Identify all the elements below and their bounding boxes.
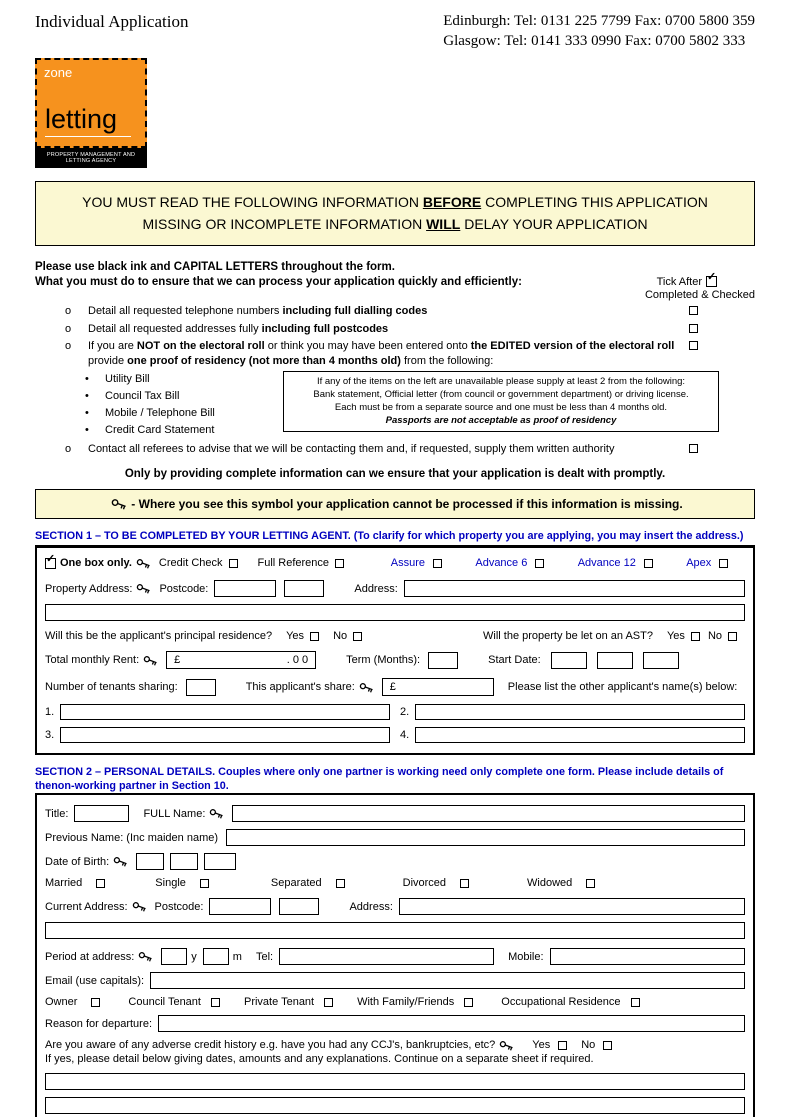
- checkbox-assure[interactable]: [433, 559, 442, 568]
- previous-name-input[interactable]: [226, 829, 745, 846]
- residence-option: [128, 996, 220, 1008]
- full-name-label: FULL Name:: [143, 807, 206, 820]
- checkbox-full-postcodes[interactable]: [689, 324, 698, 333]
- residence-option: [244, 996, 333, 1008]
- title-input[interactable]: [74, 805, 129, 822]
- months-label: m: [232, 950, 242, 963]
- proof-item: [85, 388, 283, 405]
- alternative-proof-infobox: [283, 371, 719, 432]
- married-label: Married: [45, 877, 83, 890]
- tick-after-checkbox[interactable]: [706, 271, 717, 287]
- bullet-dot: •: [85, 424, 89, 437]
- text-bold: one proof of residency (not more than 4 months old): [127, 355, 401, 368]
- checkbox-ast-no[interactable]: [728, 632, 737, 641]
- title-label: Title:: [45, 807, 69, 820]
- single-label: Single: [155, 877, 186, 890]
- page-header: [35, 12, 755, 51]
- period-at-address-label: Period at address:: [45, 950, 135, 963]
- checkbox-separated[interactable]: [336, 879, 345, 888]
- address-label: Address:: [354, 582, 398, 595]
- bullet-marker: o: [65, 304, 72, 317]
- warning-emphasis: WILL: [426, 216, 461, 233]
- warning-line-2: [42, 213, 748, 235]
- product-options: [344, 557, 745, 569]
- credit-history-question: Are you aware of any adverse credit history e.g. have you had any CCJ's, bankruptcies, etc?: [45, 1039, 496, 1052]
- marital-option: [271, 877, 345, 889]
- product-option: [391, 557, 442, 569]
- checkbox-private-tenant[interactable]: [324, 998, 333, 1007]
- dob-month-input[interactable]: [170, 853, 198, 870]
- key-icon: [498, 1038, 516, 1053]
- proof-item: [85, 405, 283, 422]
- email-input[interactable]: [150, 972, 745, 989]
- checkbox-divorced[interactable]: [460, 879, 469, 888]
- other-applicant-row: [45, 704, 390, 720]
- warning-text: COMPLETING THIS APPLICATION: [481, 194, 708, 210]
- row-number: 2.: [400, 706, 410, 719]
- text: If you are: [88, 340, 137, 353]
- checkbox-married[interactable]: [96, 879, 105, 888]
- proof-of-residency-row: [85, 371, 755, 439]
- marital-option: [155, 877, 209, 889]
- bullet-dot: •: [85, 407, 89, 420]
- check-icon: ✓: [46, 552, 56, 565]
- marital-option: [403, 877, 469, 889]
- dob-year-input[interactable]: [204, 853, 236, 870]
- warning-text: DELAY YOUR APPLICATION: [460, 216, 648, 233]
- previous-name-label: Previous Name: (Inc maiden name): [45, 831, 219, 844]
- logo-tagline: PROPERTY MANAGEMENT AND LETTING AGENCY: [35, 148, 147, 168]
- private-tenant-label: Private Tenant: [243, 996, 315, 1009]
- checkbox-family-friends[interactable]: [464, 998, 473, 1007]
- checkbox-principal-yes[interactable]: [310, 632, 319, 641]
- yes-label: Yes: [532, 1039, 551, 1052]
- checkbox-ast-yes[interactable]: [691, 632, 700, 641]
- section2-heading-line-1: SECTION 2 – PERSONAL DETAILS. Couples where only one partner is working need only complete one form. Please include details of: [35, 766, 724, 779]
- bullet-dot: •: [85, 373, 89, 386]
- tenants-sharing-input[interactable]: [186, 679, 216, 696]
- credit-detail-input-1[interactable]: [45, 1073, 745, 1090]
- key-icon: [137, 949, 155, 964]
- proof-document-list: [85, 371, 283, 439]
- postcode-label: Postcode:: [159, 582, 209, 595]
- logo-zone-text: zone: [44, 65, 73, 80]
- total-rent-label: Total monthly Rent:: [45, 654, 140, 667]
- if-yes-instruction: If yes, please detail below giving dates, amounts and any explanations. Continue on a separate sheet if required.: [45, 1053, 594, 1066]
- property-postcode-input-1[interactable]: [214, 580, 276, 597]
- proof-item-label: Mobile / Telephone Bill: [105, 407, 215, 420]
- years-label: y: [191, 950, 197, 963]
- product-option: [578, 557, 653, 569]
- other-applicant-4-input[interactable]: [415, 727, 745, 743]
- row-number: 4.: [400, 729, 410, 742]
- text: provide: [88, 355, 128, 368]
- contact-info: [443, 12, 755, 51]
- key-notice-text: - Where you see this symbol your application cannot be processed if this information is missing.: [131, 497, 683, 512]
- pound-sign: £: [389, 681, 396, 694]
- property-address-continuation-input[interactable]: [45, 604, 745, 621]
- proof-item: [85, 422, 283, 439]
- checkbox-credit-yes[interactable]: [558, 1041, 567, 1050]
- no-label: No: [333, 630, 348, 643]
- full-reference-label: Full Reference: [257, 557, 330, 570]
- product-option: [475, 557, 544, 569]
- separated-label: Separated: [270, 877, 322, 890]
- council-tenant-label: Council Tenant: [128, 996, 201, 1009]
- reason-departure-input[interactable]: [158, 1015, 745, 1032]
- address-label: Address:: [349, 900, 393, 913]
- row-number: 1.: [45, 706, 55, 719]
- page-title: Individual Application: [35, 12, 189, 31]
- logo-orange-box: [35, 58, 147, 148]
- applicants-share-label: This applicant's share:: [245, 681, 355, 694]
- credit-check-label: Credit Check: [158, 557, 223, 570]
- key-icon: [134, 555, 152, 570]
- instruction-item-4-text: Contact all referees to advise that we will be contacting them and, if requested, supply them written authority: [88, 443, 615, 456]
- warning-line-1: [42, 191, 748, 213]
- infobox-line-1: If any of the items on the left are unavailable please supply at least 2 from the following:: [316, 376, 686, 388]
- key-icon: [208, 806, 226, 821]
- checkbox-apex[interactable]: [719, 559, 728, 568]
- proof-item-label: Utility Bill: [105, 373, 150, 386]
- key-icon: [135, 581, 153, 596]
- instruction-intro-2: What you must do to ensure that we can process your application quickly and efficiently:: [35, 275, 522, 288]
- bullet-marker: o: [65, 322, 72, 335]
- pence-suffix: . 0 0: [286, 654, 309, 667]
- owner-label: Owner: [45, 996, 78, 1009]
- text: Detail all requested addresses fully: [88, 322, 262, 335]
- credit-detail-input-2[interactable]: [45, 1097, 745, 1114]
- checkbox-principal-no[interactable]: [353, 632, 362, 641]
- current-address-label: Current Address:: [45, 900, 128, 913]
- period-months-input[interactable]: [203, 948, 229, 965]
- property-address-input[interactable]: [404, 580, 745, 597]
- yes-label: Yes: [666, 630, 685, 643]
- start-date-label: Start Date:: [488, 654, 541, 667]
- tel-label: Tel:: [255, 950, 274, 963]
- check-icon: ✓: [707, 271, 717, 284]
- tick-after-label: Tick After: [656, 275, 702, 288]
- warning-emphasis: BEFORE: [422, 194, 482, 210]
- instruction-item-3: [35, 339, 755, 369]
- instruction-item-1: [35, 304, 755, 319]
- text-bold: NOT on the electoral roll: [136, 340, 265, 353]
- instruction-item-3-text: [88, 339, 689, 369]
- bullet-marker: o: [65, 443, 72, 456]
- other-applicant-row: [45, 727, 390, 743]
- product-assure-label: Assure: [390, 557, 425, 570]
- reason-departure-label: Reason for departure:: [45, 1017, 153, 1030]
- prompt-line: Only by providing complete information can we ensure that your application is dealt with promptly.: [124, 468, 666, 481]
- email-label: Email (use capitals):: [45, 974, 145, 987]
- instruction-item-4: [35, 442, 755, 457]
- other-applicant-3-input[interactable]: [60, 727, 390, 743]
- residence-option: [501, 996, 639, 1008]
- term-input[interactable]: [428, 652, 458, 669]
- company-logo: [35, 58, 147, 168]
- infobox-line-4: Passports are not acceptable as proof of residency: [385, 414, 617, 426]
- bullet-marker: o: [65, 340, 72, 353]
- checkbox-credit-check[interactable]: [229, 559, 238, 568]
- family-friends-label: With Family/Friends: [357, 996, 455, 1009]
- checkbox-owner[interactable]: [91, 998, 100, 1007]
- tick-after-group: [656, 271, 717, 288]
- other-applicants-label: Please list the other applicant's name(s) below:: [507, 681, 738, 694]
- section2-heading-line-2: thenon-working partner in Section 10.: [35, 780, 229, 793]
- row-number: 3.: [45, 729, 55, 742]
- residence-option: [45, 996, 100, 1008]
- current-postcode-input-1[interactable]: [209, 898, 271, 915]
- product-advance12-label: Advance 12: [577, 557, 636, 570]
- dob-day-input[interactable]: [136, 853, 164, 870]
- text: Detail all requested telephone numbers: [88, 304, 283, 317]
- contact-edinburgh: Edinburgh: Tel: 0131 225 7799 Fax: 0700 5800 359: [443, 13, 755, 29]
- start-date-month-input[interactable]: [597, 652, 633, 669]
- infobox-line-2: Bank statement, Official letter (from council or government department) or driving license.: [313, 388, 689, 400]
- proof-item-label: Council Tax Bill: [105, 390, 180, 403]
- current-postcode-input-2[interactable]: [279, 898, 319, 915]
- other-applicant-2-input[interactable]: [415, 704, 745, 720]
- instruction-item-2: [35, 322, 755, 337]
- no-label: No: [581, 1039, 596, 1052]
- widowed-label: Widowed: [527, 877, 573, 890]
- bullet-dot: •: [85, 390, 89, 403]
- key-icon: [357, 679, 375, 694]
- text: from the following:: [400, 355, 494, 368]
- start-date-year-input[interactable]: [643, 652, 679, 669]
- ast-question: Will the property be let on an AST?: [483, 630, 653, 643]
- period-years-input[interactable]: [161, 948, 187, 965]
- property-address-label: Property Address:: [45, 582, 133, 595]
- marital-option: [45, 877, 105, 889]
- text-bold: the EDITED version of the electoral roll: [470, 340, 675, 353]
- key-icon: [142, 652, 160, 667]
- warning-text: MISSING OR INCOMPLETE INFORMATION: [142, 216, 427, 233]
- proof-item: [85, 371, 283, 388]
- rent-input[interactable]: [166, 651, 316, 669]
- checkbox-credit-no[interactable]: [603, 1041, 612, 1050]
- one-box-only-label: One box only.: [60, 557, 132, 570]
- term-label: Term (Months):: [346, 654, 421, 667]
- residence-option: [357, 996, 473, 1008]
- other-applicant-row: [400, 727, 745, 743]
- one-box-only-checkbox[interactable]: [45, 552, 56, 569]
- mobile-input[interactable]: [550, 948, 745, 965]
- product-advance6-label: Advance 6: [475, 557, 528, 570]
- principal-residence-question: Will this be the applicant's principal residence?: [45, 630, 273, 643]
- completed-checked-label: Completed & Checked: [644, 288, 755, 301]
- checkbox-single[interactable]: [200, 879, 209, 888]
- text-bold: including full postcodes: [261, 322, 389, 335]
- section1-box: [35, 546, 755, 755]
- checkbox-advance6[interactable]: [535, 559, 544, 568]
- checkbox-occupational-residence[interactable]: [631, 998, 640, 1007]
- section1-heading: SECTION 1 – TO BE COMPLETED BY YOUR LETTING AGENT. (To clarify for which property you are applying, you may insert the address.): [35, 529, 755, 546]
- infobox-line-3: Each must be from a separate source and one must be less than 4 months old.: [334, 401, 668, 413]
- checkbox-advance12[interactable]: [644, 559, 653, 568]
- contact-glasgow: Glasgow: Tel: 0141 333 0990 Fax: 0700 5802 333: [443, 32, 746, 49]
- proof-item-label: Credit Card Statement: [105, 424, 215, 437]
- logo-letting-text: letting: [45, 106, 131, 137]
- dob-label: Date of Birth:: [45, 855, 110, 868]
- property-postcode-input-2[interactable]: [284, 580, 324, 597]
- current-address-input[interactable]: [399, 898, 745, 915]
- divorced-label: Divorced: [402, 877, 447, 890]
- key-icon: [112, 854, 130, 869]
- checkbox-widowed[interactable]: [586, 879, 595, 888]
- tenants-sharing-label: Number of tenants sharing:: [45, 681, 178, 694]
- pound-sign: £: [174, 654, 181, 667]
- checkbox-contact-referees[interactable]: [689, 444, 698, 453]
- key-symbol-notice: [35, 489, 755, 519]
- section2-box: [35, 793, 755, 1117]
- warning-text: YOU MUST READ THE FOLLOWING INFORMATION: [82, 194, 423, 210]
- section2-heading: [35, 765, 755, 793]
- key-icon: [110, 496, 129, 513]
- text: or think you may have been entered onto: [264, 340, 471, 353]
- instruction-item-2-text: [88, 322, 689, 337]
- text-bold: including full dialling codes: [282, 304, 428, 317]
- other-applicant-1-input[interactable]: [60, 704, 390, 720]
- key-icon: [130, 899, 148, 914]
- product-option: [686, 557, 728, 569]
- instruction-intro-1: Please use black ink and CAPITAL LETTERS throughout the form.: [35, 260, 395, 273]
- current-address-continuation-input[interactable]: [45, 922, 745, 939]
- start-date-day-input[interactable]: [551, 652, 587, 669]
- checkbox-full-reference[interactable]: [335, 559, 344, 568]
- full-name-input[interactable]: [232, 805, 745, 822]
- product-apex-label: Apex: [686, 557, 712, 570]
- no-label: No: [707, 630, 722, 643]
- yes-label: Yes: [286, 630, 305, 643]
- applicant-share-input[interactable]: [382, 678, 494, 696]
- other-applicant-row: [400, 704, 745, 720]
- warning-notice: [35, 181, 755, 246]
- checkbox-council-tenant[interactable]: [211, 998, 220, 1007]
- occupational-residence-label: Occupational Residence: [501, 996, 621, 1009]
- checkbox-dialling-codes[interactable]: [689, 306, 698, 315]
- postcode-label: Postcode:: [154, 900, 204, 913]
- checkbox-proof-residency[interactable]: [689, 341, 698, 350]
- marital-option: [527, 877, 595, 889]
- instruction-item-1-text: [88, 304, 689, 319]
- mobile-label: Mobile:: [508, 950, 544, 963]
- tel-input[interactable]: [279, 948, 494, 965]
